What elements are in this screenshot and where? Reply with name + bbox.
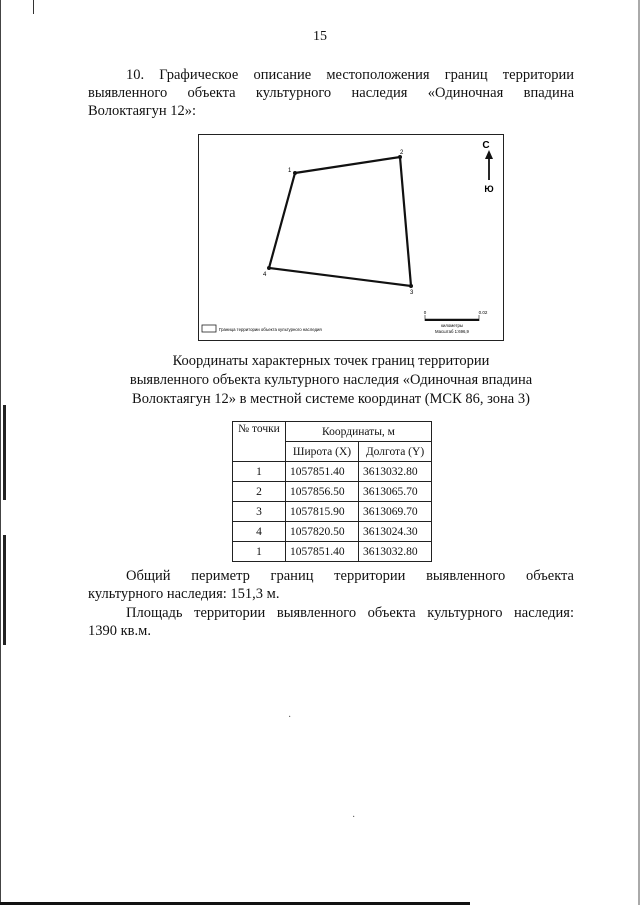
scale-ratio-label: Масштаб 1:696,9 bbox=[435, 329, 469, 334]
table-row bbox=[233, 502, 432, 522]
point-label-1: 1 bbox=[288, 168, 292, 174]
coordinates-title bbox=[88, 352, 574, 409]
boundary-polygon bbox=[269, 157, 411, 286]
coordinates-title-line-2: выявленного объекта культурного наследия «Одиночная впадина bbox=[129, 372, 533, 388]
cell-y: 3613069.70 bbox=[359, 502, 432, 522]
table-row bbox=[233, 482, 432, 502]
legend-text: Граница территории объекта культурного наследия bbox=[219, 327, 322, 332]
cell-y: 3613032.80 bbox=[359, 542, 432, 562]
header-longitude: Долгота (Y) bbox=[359, 442, 432, 462]
cell-x: 1057851.40 bbox=[286, 542, 359, 562]
cell-x: 1057856.50 bbox=[286, 482, 359, 502]
point-marker-3 bbox=[409, 284, 413, 288]
heading-line-1: 10. Графическое описание местоположения границ территории bbox=[126, 67, 574, 83]
scale-end-label: 0.02 bbox=[478, 310, 488, 315]
coordinates-table bbox=[232, 421, 432, 562]
cell-x: 1057815.90 bbox=[286, 502, 359, 522]
header-point: № точки bbox=[233, 422, 286, 462]
scale-bar bbox=[425, 319, 479, 321]
boundary-map bbox=[198, 134, 504, 341]
heading-line-2: выявленного объекта культурного наследия «Одиночная впадина bbox=[88, 85, 574, 101]
point-label-2: 2 bbox=[400, 150, 404, 156]
compass-arrow-head bbox=[485, 150, 493, 159]
heading-line-3: Волоктаягун 12»: bbox=[88, 103, 197, 119]
boundary-map-drawing bbox=[199, 135, 503, 340]
section-heading bbox=[88, 66, 574, 120]
cell-x: 1057851.40 bbox=[286, 462, 359, 482]
perimeter-paragraph bbox=[88, 567, 574, 603]
coordinates-title-line-1: Координаты характерных точек границ территории bbox=[172, 353, 490, 369]
point-label-3: 3 bbox=[410, 290, 414, 296]
cell-point: 4 bbox=[233, 522, 286, 542]
cell-point: 1 bbox=[233, 542, 286, 562]
cell-y: 3613024.30 bbox=[359, 522, 432, 542]
table-row bbox=[233, 522, 432, 542]
cell-point: 3 bbox=[233, 502, 286, 522]
cell-point: 1 bbox=[233, 462, 286, 482]
compass-north-label: С bbox=[482, 140, 490, 151]
table-row bbox=[233, 462, 432, 482]
perimeter-line-2: культурного наследия: 151,3 м. bbox=[88, 586, 280, 602]
cell-x: 1057820.50 bbox=[286, 522, 359, 542]
cell-y: 3613065.70 bbox=[359, 482, 432, 502]
scan-edge-left bbox=[0, 0, 1, 905]
coordinates-title-line-3: Волоктаягун 12» в местной системе координат (МСК 86, зона 3) bbox=[132, 391, 530, 407]
table-row bbox=[233, 542, 432, 562]
scale-unit-label: километры bbox=[441, 323, 463, 328]
header-latitude: Широта (X) bbox=[286, 442, 359, 462]
perimeter-line-1: Общий периметр границ территории выявленного объекта bbox=[126, 568, 574, 584]
area-line-2: 1390 кв.м. bbox=[88, 623, 151, 639]
cell-point: 2 bbox=[233, 482, 286, 502]
compass-south-label: Ю bbox=[484, 184, 494, 194]
scan-mark-left bbox=[3, 405, 6, 500]
scan-speck: · bbox=[288, 712, 292, 723]
scan-mark-top bbox=[33, 0, 34, 14]
cell-y: 3613032.80 bbox=[359, 462, 432, 482]
scale-zero-label: 0 bbox=[423, 310, 427, 315]
point-marker-4 bbox=[267, 266, 271, 270]
point-label-4: 4 bbox=[263, 272, 267, 278]
page-number: 15 bbox=[313, 29, 327, 44]
scan-mark-left-lower bbox=[3, 535, 6, 645]
point-marker-1 bbox=[293, 171, 297, 175]
legend-swatch bbox=[202, 325, 216, 332]
scan-speck: · bbox=[352, 812, 356, 823]
area-line-1: Площадь территории выявленного объекта культурного наследия: bbox=[126, 605, 574, 621]
header-coordinates: Координаты, м bbox=[286, 422, 432, 442]
area-paragraph bbox=[88, 604, 574, 640]
